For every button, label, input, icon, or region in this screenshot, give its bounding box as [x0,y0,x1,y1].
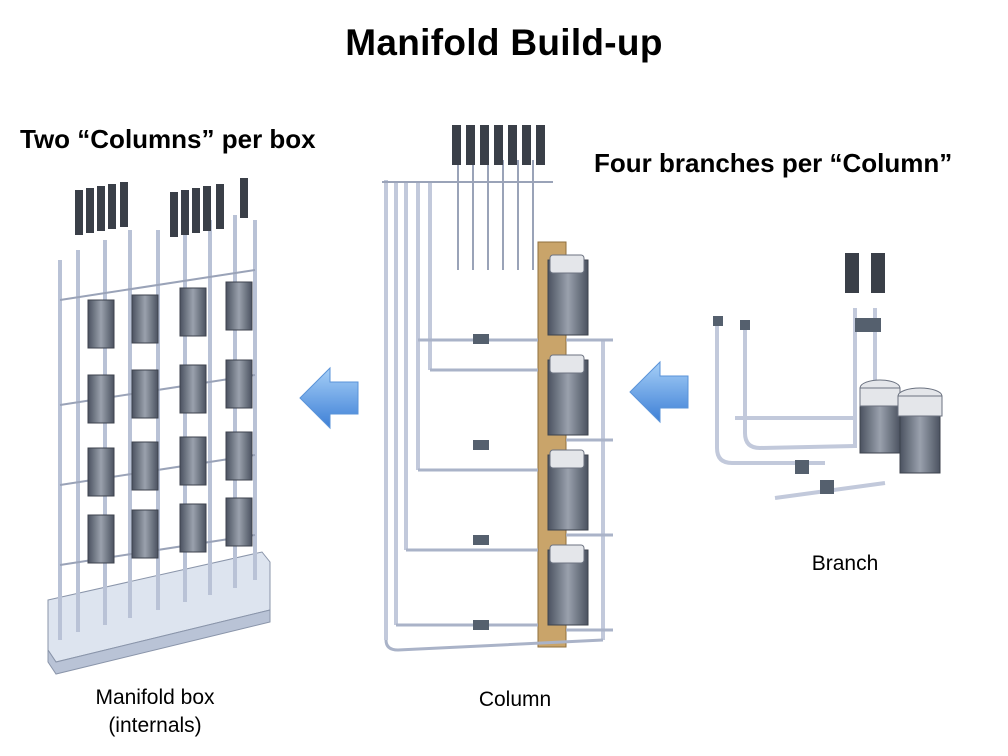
slide-title: Manifold Build-up [345,22,663,63]
manifold-box-image [30,170,290,680]
right-heading: Four branches per “Column” [594,148,953,178]
left-heading: Two “Columns” per box [20,124,316,154]
branch-image [705,248,950,518]
column-image [378,120,623,660]
caption-manifold-box [60,684,250,740]
left-arrow-icon [628,360,692,424]
caption-box-line2: (internals) [108,714,202,737]
left-arrow-icon [298,366,362,430]
caption-column: Column [478,688,552,711]
caption-branch: Branch [811,552,879,575]
caption-box-line1: Manifold box [95,686,215,709]
